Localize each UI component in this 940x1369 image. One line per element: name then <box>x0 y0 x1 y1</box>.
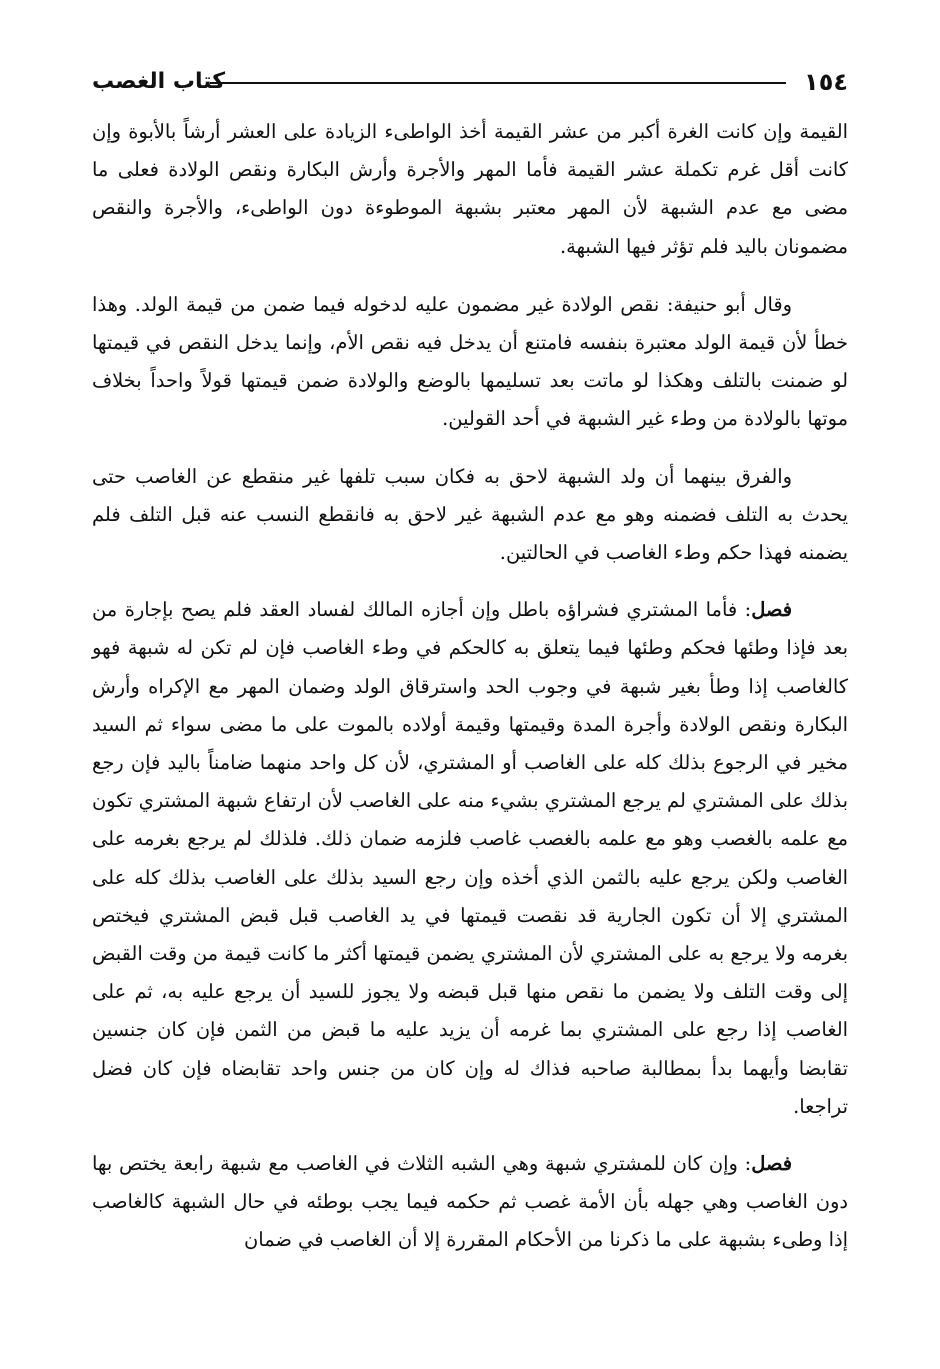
paragraph-5-text: : وإن كان للمشتري شبهة وهي الشبه الثلاث في الغاصب مع شبهة رابعة يختص بها دون الغاصب وهي جهله بأن الأمة غصب ثم حكمه فيما يجب بوطئه في حال الشبهة كالغاصب إذا وطىء بشبهة على ما ذكرنا من الأحكام المقررة إلا أن الغاصب في ضمان <box>92 1152 848 1252</box>
header-rule <box>210 82 786 84</box>
section-label: فصل <box>751 598 792 622</box>
page-header <box>92 62 848 102</box>
running-title: كتاب الغصب <box>92 69 225 94</box>
paragraph-4-text: : فأما المشتري فشراؤه باطل وإن أجازه المالك لفساد العقد فلم يصح بإجارة من بعد فإذا وطئها فحكم وطئها فيما يتعلق به كالحكم في وطء الغاصب فإن لم تكن له شبهة فهو كالغاصب إذا وطأ بغير شبهة في وجوب الحد واسترقاق الولد وضمان المهر مع الإكراه وأرش البكارة ونقص الولادة وأجرة المدة وقيمتها وقيمة أولاده بالموت على ما مضى سواء ثم السيد مخير في الرجوع بذلك كله على الغاصب أو المشتري، لأن كل واحد منهما ضامناً باليد فإن رجع بذلك على المشتري لم يرجع المشتري بشيء منه على الغاصب لأن ارتفاع شبهة المشتري تكون مع علمه بالغصب وهو مع علمه بالغصب غاصب فلزمه ضمان ذلك. فلذلك لم يرجع بغرمه على الغاصب ولكن يرجع عليه بالثمن الذي أخذه وإن رجع السيد بذلك على الغاصب بذلك كله على المشتري إلا أن تكون الجارية قد نقصت قيمتها في يد الغاصب قبل قبض المشتري فيختص بغرمه ولا يرجع به على المشتري لأن المشتري يضمن قيمتها أكثر ما كانت قيمة من وقت القبض إلى وقت التلف ولا يضمن ما نقص منها قبل قبضه ولا يجوز للسيد أن يرجع عليه به، ثم على الغاصب إذا رجع على المشتري بما غرمه أن يزيد عليه ما قبض من الثمن فإن كان جنسين تقابضا وأيهما بدأ بمطالبة صاحبه فذاك له وإن كان من جنس واحد تقابضاه فإن كان فضل تراجعا. <box>92 598 848 1118</box>
paragraph-2: وقال أبو حنيفة: نقص الولادة غير مضمون عليه لدخوله فيما ضمن من قيمة الولد. وهذا خطأ لأن قيمة الولد معتبرة بنفسه فامتنع أن يدخل فيه نقص الأم، وإنما يدخل النقص في قيمتها لو ضمنت بالتلف وهكذا لو ماتت بعد تسليمها بالوضع والولادة ضمن قيمتها قولاً واحداً بخلاف موتها بالولادة من وطء غير الشبهة في أحد القولين. <box>92 292 848 431</box>
section-label: فصل <box>751 1152 792 1176</box>
paragraph-3: والفرق بينهما أن ولد الشبهة لاحق به فكان سبب تلفها غير منقطع عن الغاصب حتى يحدث به التلف فضمنه وهو مع عدم الشبهة غير لاحق به فانقطع النسب عنه قبل التلف فلم يضمنه فهذا حكم وطء الغاصب في الحالتين. <box>92 464 848 565</box>
paragraph-fasl-2 <box>92 1145 848 1260</box>
paragraph-1: القيمة وإن كانت الغرة أكبر من عشر القيمة أخذ الواطىء الزيادة على العشر أرشاً بالأبوة وإن كانت أقل غرم تكملة عشر القيمة فأما المهر والأجرة وأرش البكارة ونقص الولادة فعلى ما مضى مع عدم الشبهة لأن المهر معتبر بشبهة الموطوءة دون الواطىء، والأجرة والنقص مضمونان باليد فلم تؤثر فيها الشبهة. <box>92 120 848 258</box>
paragraph-fasl-1 <box>92 591 848 1126</box>
page-number: ١٥٤ <box>804 68 848 96</box>
body-text <box>92 113 848 1279</box>
